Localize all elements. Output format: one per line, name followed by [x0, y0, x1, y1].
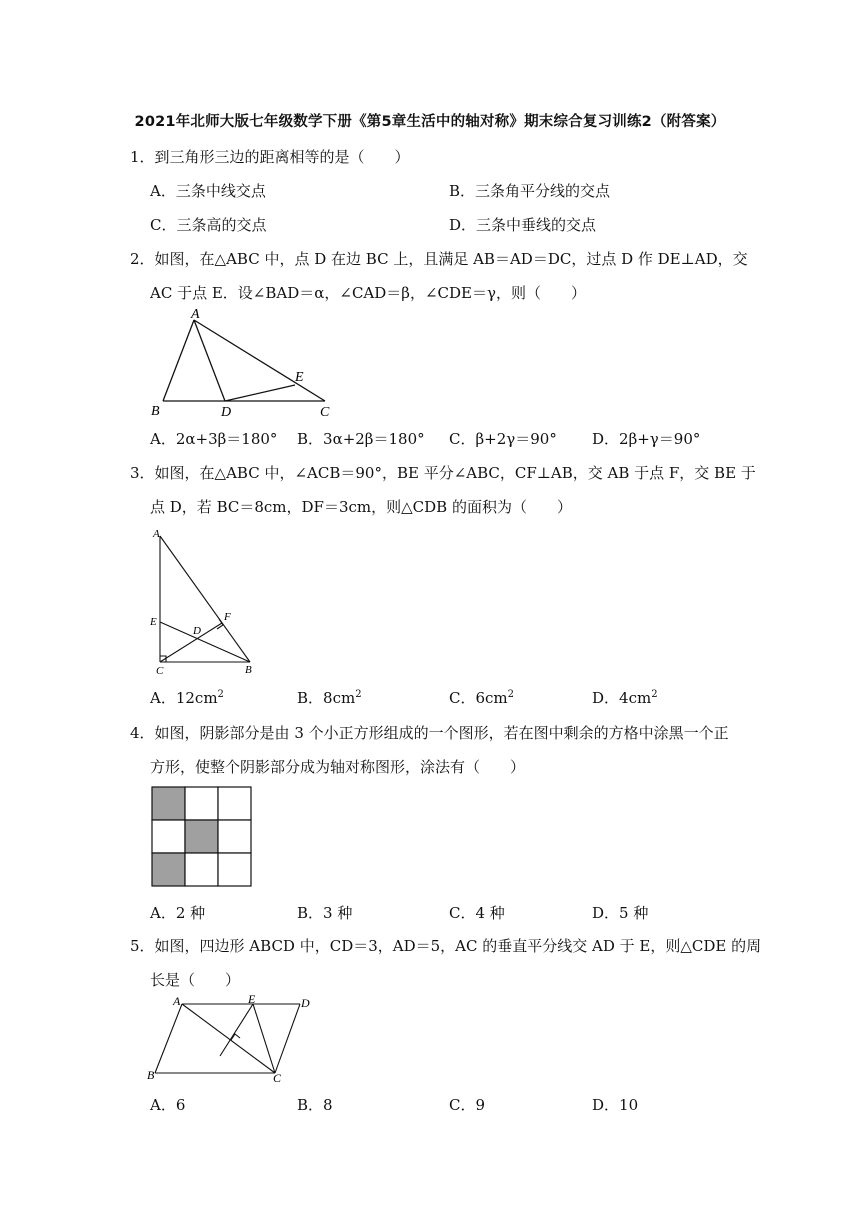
question-1-option-d[interactable]: D．三条中垂线的交点	[449, 216, 597, 234]
question-1-option-c[interactable]: C．三条高的交点	[150, 216, 267, 234]
question-3-option-c[interactable]: C．$6cm^2$	[449, 689, 515, 707]
question-3-figure	[145, 524, 265, 676]
question-3-stem-line-1: 3．如图，在△ABC 中，∠ACB＝90°，BE 平分∠ABC，CF⊥AB，交 AB 于点 F，交 BE 于	[130, 464, 756, 482]
grid-cell-empty[interactable]	[185, 853, 218, 886]
question-4-option-b[interactable]: B．3 种	[297, 904, 353, 922]
figure-label-a: A	[173, 994, 181, 1008]
grid-cell-shaded[interactable]	[185, 820, 218, 853]
figure-label-b: B	[245, 664, 252, 676]
figure-label-d: D	[193, 625, 201, 637]
figure-label-c: C	[320, 405, 330, 420]
question-3-stem-line-2: 点 D，若 BC＝8cm，DF＝3cm，则△CDB 的面积为（ ）	[150, 498, 572, 516]
grid-cell-empty[interactable]	[152, 820, 185, 853]
question-2-figure	[145, 305, 345, 420]
question-4-stem-line-2: 方形，使整个阴影部分成为轴对称图形，涂法有（ ）	[150, 758, 526, 776]
question-4-option-d[interactable]: D．5 种	[592, 904, 649, 922]
page-title: 2021年北师大版七年级数学下册《第5章生活中的轴对称》期末综合复习训练2（附答案）	[134, 114, 726, 130]
question-2-option-b[interactable]: B．3α+2β＝180°	[297, 430, 425, 448]
figure-label-c: C	[273, 1071, 282, 1083]
question-3-option-b[interactable]: B．$8cm^2$	[297, 689, 362, 707]
figure-label-a: A	[191, 307, 200, 322]
question-4-option-c[interactable]: C．4 种	[449, 904, 505, 922]
question-5-option-d[interactable]: D．10	[592, 1096, 639, 1114]
figure-label-e: E	[150, 616, 157, 628]
figure-label-e: E	[295, 370, 304, 385]
question-3-option-a[interactable]: A．$12cm^2$	[150, 689, 224, 707]
question-5-stem-line-1: 5．如图，四边形 ABCD 中，CD＝3，AD＝5，AC 的垂直平分线交 AD 于 E，则△CDE 的周	[130, 937, 762, 955]
question-2-option-a[interactable]: A．2α+3β＝180°	[150, 430, 278, 448]
question-5-figure	[145, 993, 320, 1083]
figure-label-b: B	[151, 404, 160, 419]
question-4-stem-line-1: 4．如图，阴影部分是由 3 个小正方形组成的一个图形，若在图中剩余的方格中涂黑一个正	[130, 724, 729, 742]
question-5-option-b[interactable]: B．8	[297, 1096, 333, 1114]
grid-cell-shaded[interactable]	[152, 853, 185, 886]
figure-label-e: E	[248, 993, 256, 1006]
figure-label-a: A	[153, 528, 160, 540]
question-2-stem-line-2: AC 于点 E．设∠BAD＝α，∠CAD＝β，∠CDE＝γ，则（ ）	[150, 284, 586, 302]
figure-label-f: F	[224, 611, 231, 623]
question-4-option-a[interactable]: A．2 种	[150, 904, 206, 922]
grid-cell-empty[interactable]	[218, 787, 251, 820]
figure-label-d: D	[221, 405, 232, 420]
question-5-option-a[interactable]: A．6	[150, 1096, 186, 1114]
question-4-grid-figure	[150, 785, 254, 889]
question-1-stem: 1．到三角形三边的距离相等的是（ ）	[130, 148, 410, 166]
figure-label-b: B	[147, 1068, 155, 1082]
question-1-option-a[interactable]: A．三条中线交点	[150, 182, 266, 200]
question-3-option-d[interactable]: D．$4cm^2$	[592, 689, 658, 707]
grid-cell-empty[interactable]	[218, 853, 251, 886]
figure-label-d: D	[301, 996, 310, 1010]
question-1-option-b[interactable]: B．三条角平分线的交点	[449, 182, 611, 200]
question-2-option-d[interactable]: D．2β+γ＝90°	[592, 430, 701, 448]
question-2-option-c[interactable]: C．β+2γ＝90°	[449, 430, 557, 448]
question-5-stem-line-2: 长是（ ）	[150, 971, 241, 989]
grid-cell-shaded[interactable]	[152, 787, 185, 820]
figure-label-c: C	[156, 665, 164, 676]
grid-cell-empty[interactable]	[185, 787, 218, 820]
question-2-stem-line-1: 2．如图，在△ABC 中，点 D 在边 BC 上，且满足 AB＝AD＝DC，过点 D 作 DE⊥AD，交	[130, 250, 748, 268]
grid-cell-empty[interactable]	[218, 820, 251, 853]
question-5-option-c[interactable]: C．9	[449, 1096, 486, 1114]
